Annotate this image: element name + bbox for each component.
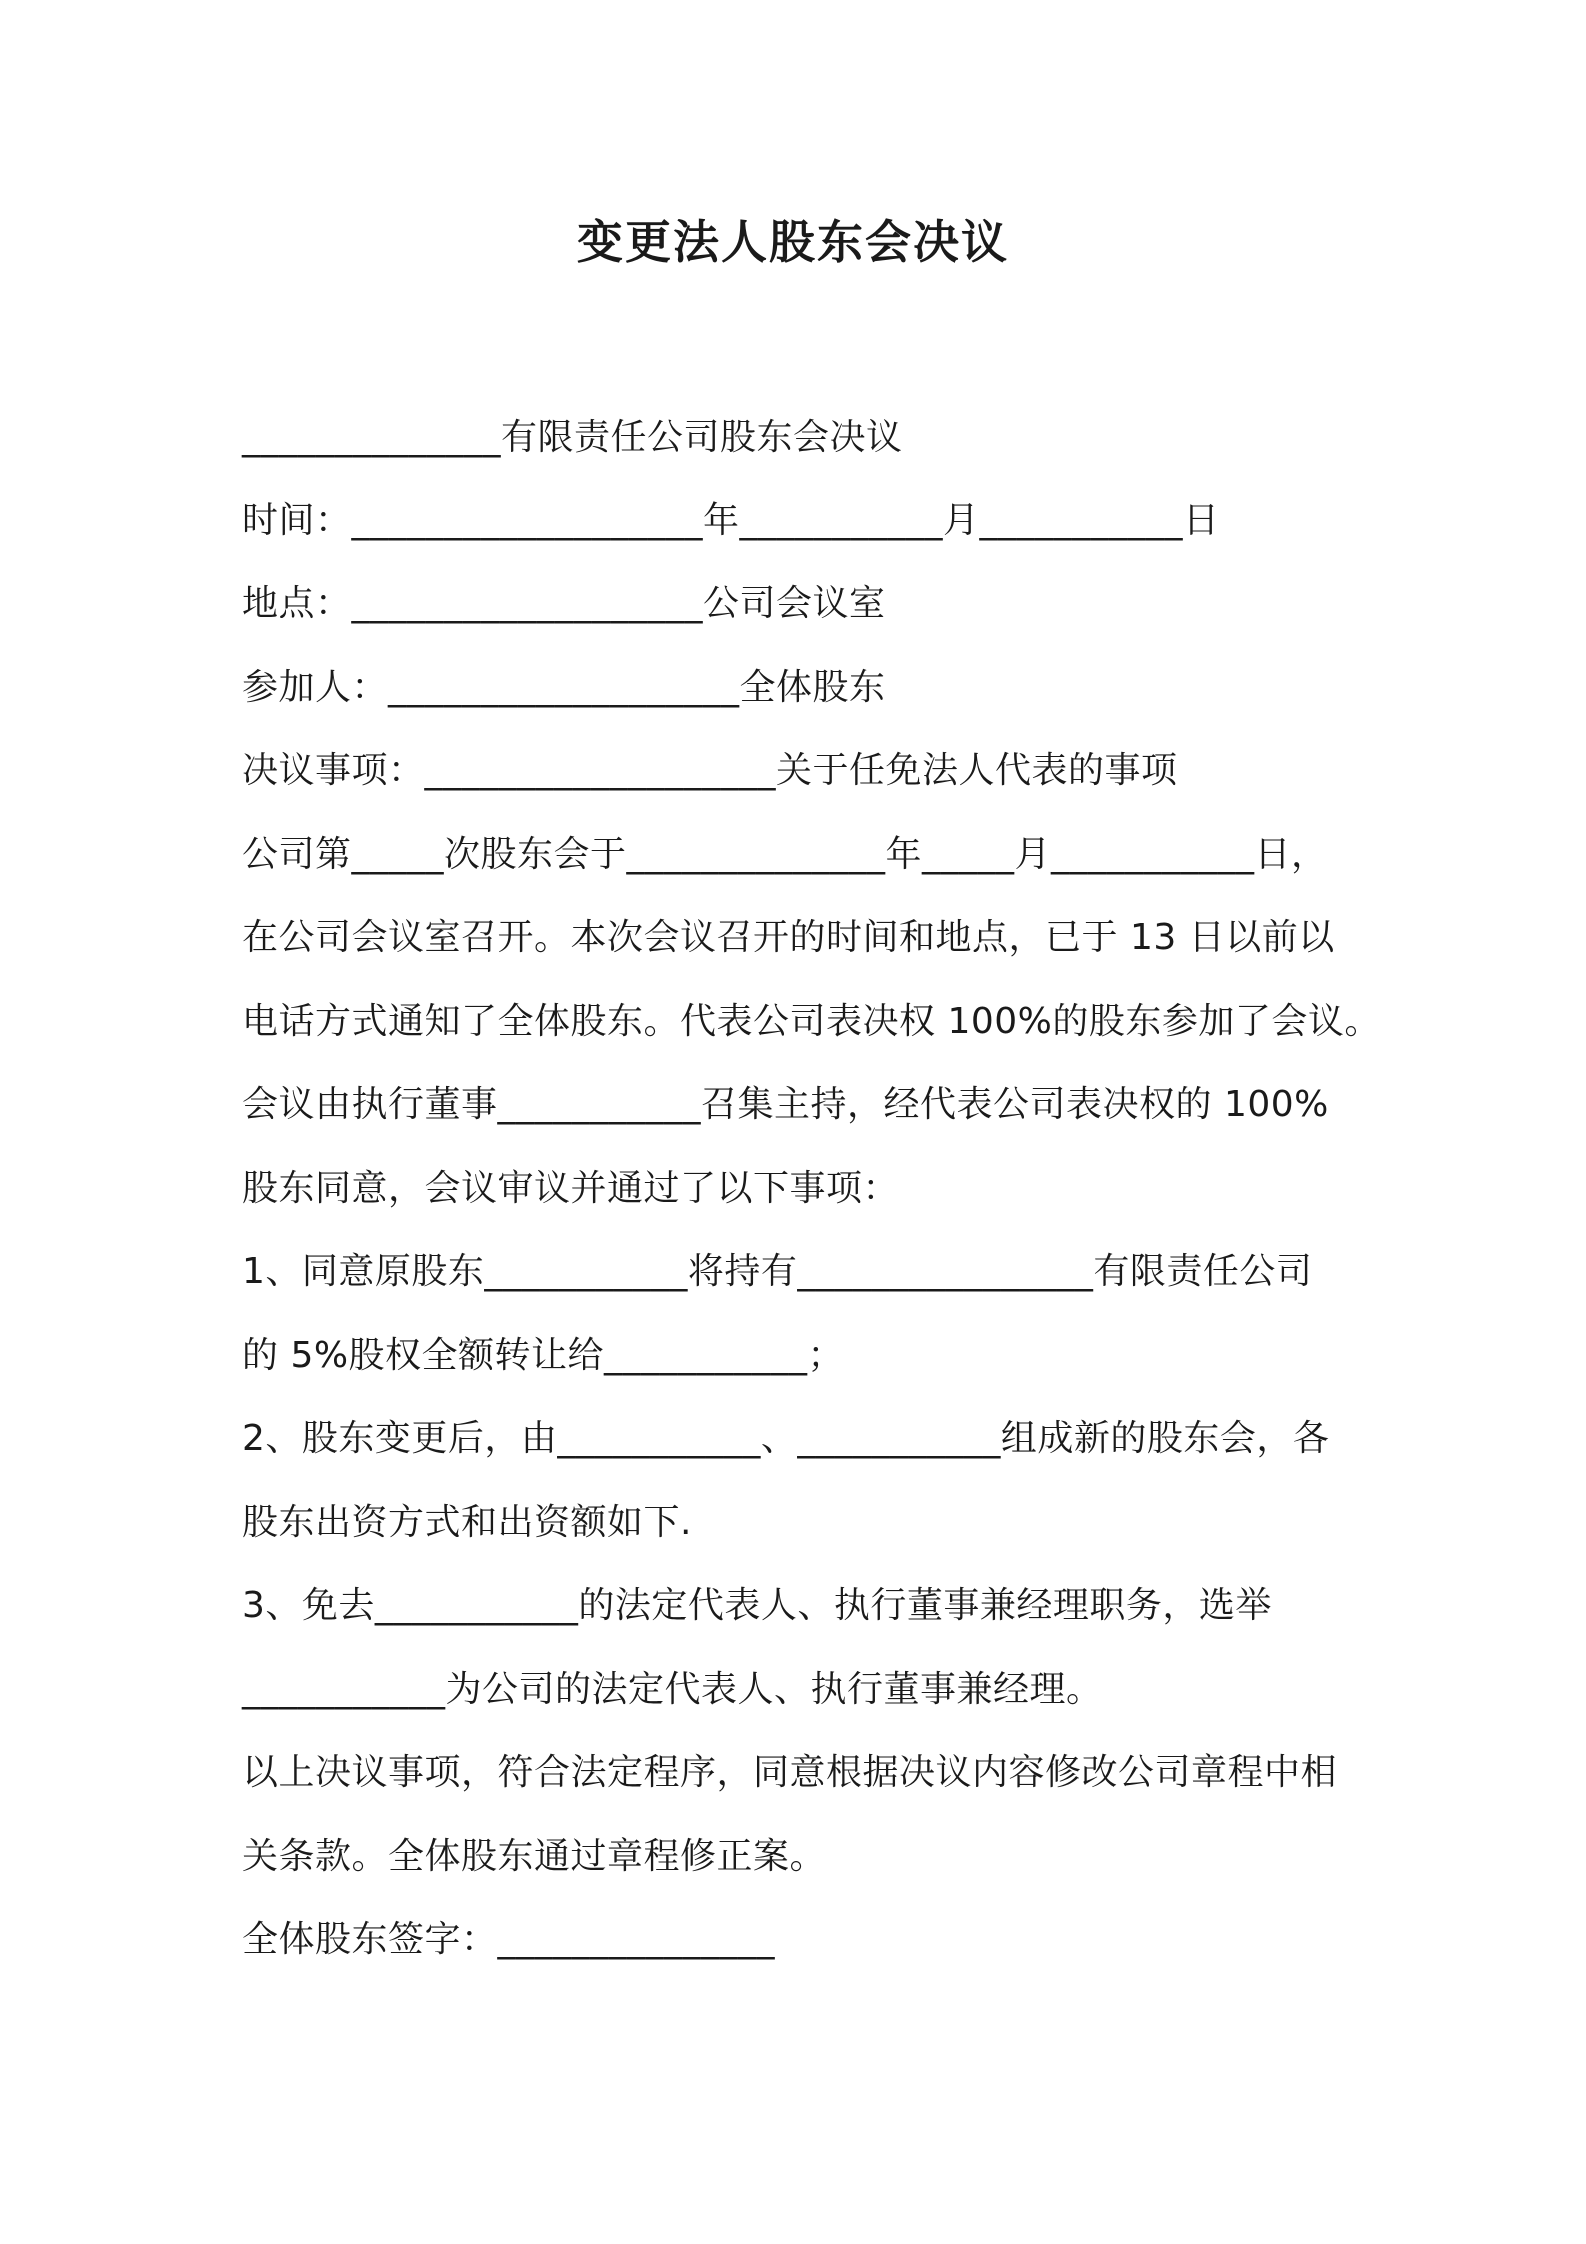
resolution-matter-line: 决议事项：___________________关于任免法人代表的事项 (242, 750, 1178, 791)
document-title: 变更法人股东会决议 (577, 215, 1009, 269)
body-paragraph-line: 在公司会议室召开。本次会议召开的时间和地点，已于 13 日以前以 (242, 917, 1335, 958)
resolution-item-1-cont: 的 5%股权全额转让给___________； (242, 1335, 845, 1376)
meeting-place-line: 地点：___________________公司会议室 (242, 583, 886, 624)
resolution-item-3: 3、免去___________的法定代表人、执行董事兼经理职务，选举 (242, 1585, 1272, 1626)
meeting-time-line: 时间：___________________年___________月___________日 (242, 500, 1220, 541)
resolution-item-3-cont: ___________为公司的法定代表人、执行董事兼经理。 (242, 1669, 1103, 1710)
resolution-item-2-cont: 股东出资方式和出资额如下. (242, 1502, 692, 1543)
body-paragraph-line: 公司第_____次股东会于______________年_____月___________日， (242, 834, 1328, 875)
resolution-item-2: 2、股东变更后，由___________、___________组成新的股东会，各 (242, 1418, 1330, 1459)
closing-paragraph-line: 关条款。全体股东通过章程修正案。 (242, 1836, 827, 1877)
body-paragraph-line: 股东同意，会议审议并通过了以下事项： (242, 1168, 900, 1209)
resolution-item-1: 1、同意原股东___________将持有________________有限责任公司 (242, 1251, 1313, 1292)
shareholder-signature-line: 全体股东签字：_______________ (242, 1919, 776, 1960)
attendees-line: 参加人：___________________全体股东 (242, 667, 886, 708)
closing-paragraph-line: 以上决议事项，符合法定程序，同意根据决议内容修改公司章程中相 (242, 1752, 1338, 1793)
body-paragraph-line: 会议由执行董事___________召集主持，经代表公司表决权的 100% (242, 1084, 1329, 1125)
body-paragraph-line: 电话方式通知了全体股东。代表公司表决权 100%的股东参加了会议。 (242, 1001, 1381, 1042)
company-resolution-heading: ______________有限责任公司股东会决议 (242, 417, 903, 458)
